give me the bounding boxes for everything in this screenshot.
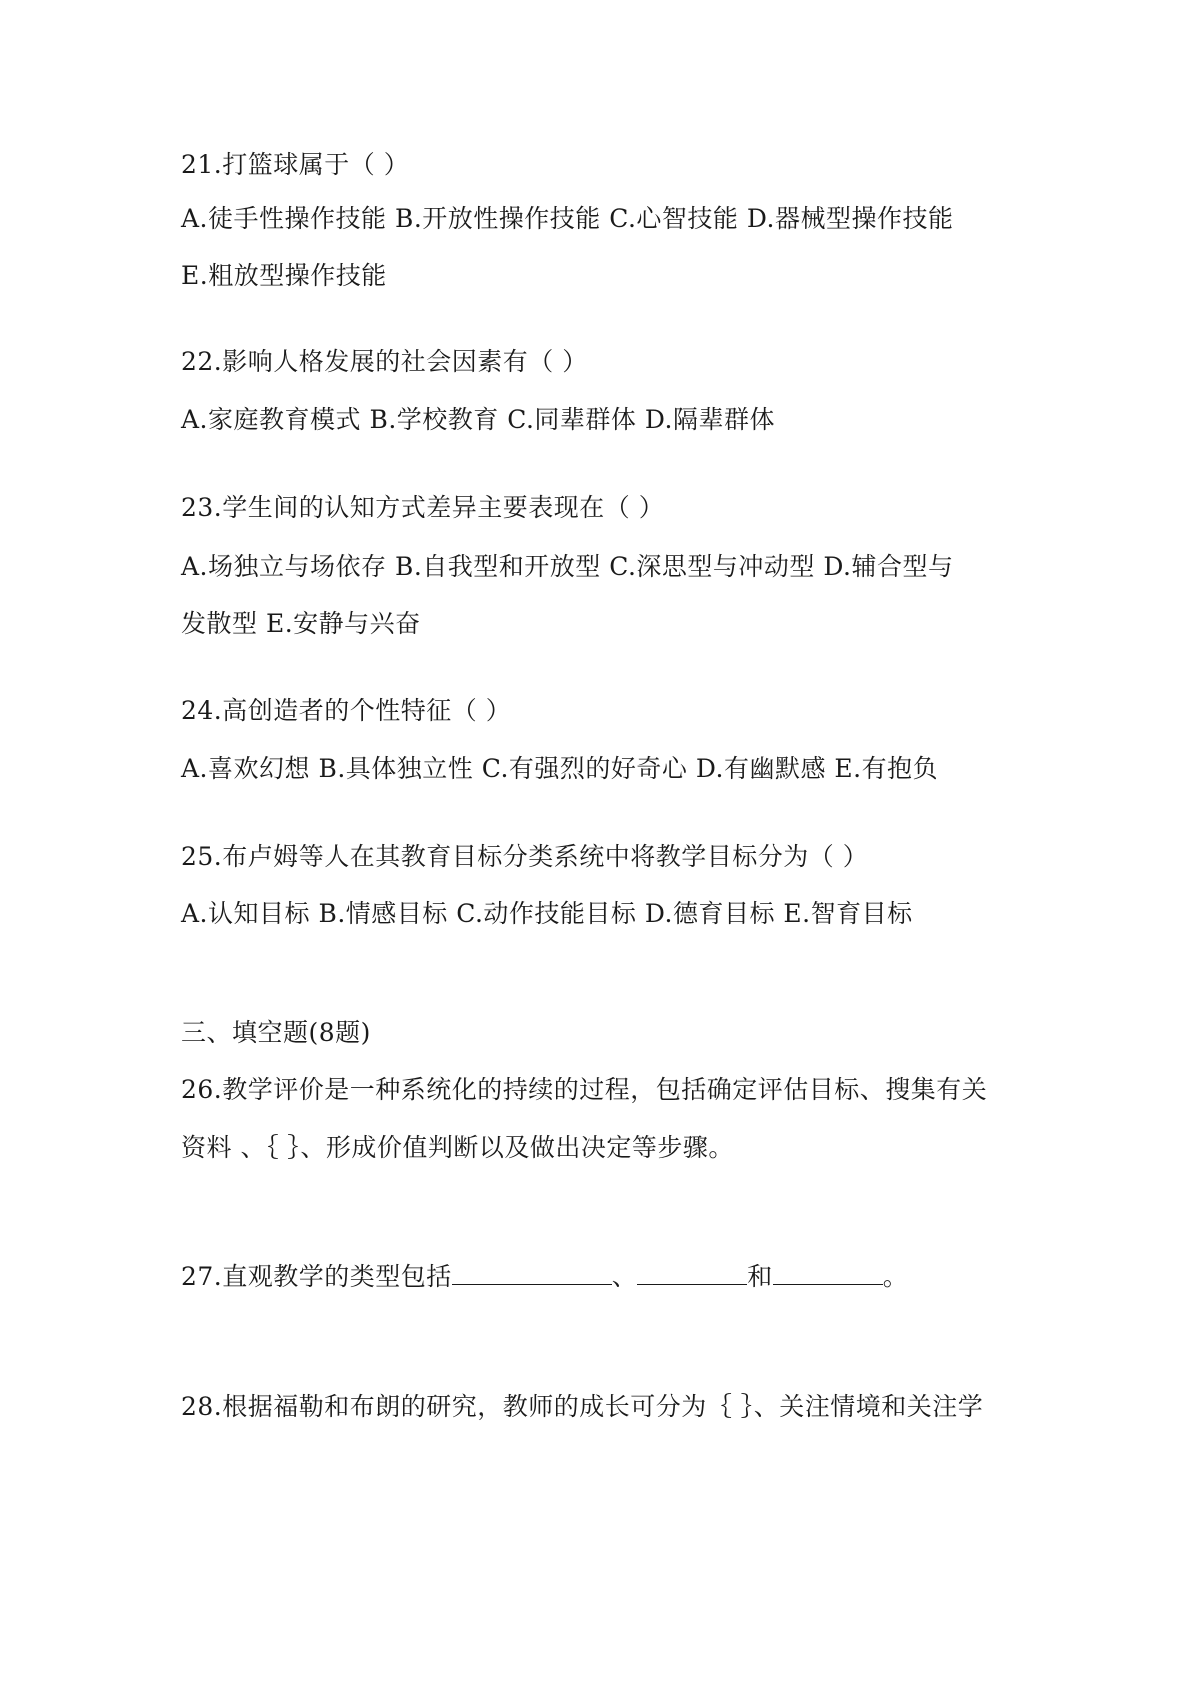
question-27-separator: 、 — [611, 1262, 638, 1291]
question-26-text: 26.教学评价是一种系统化的持续的过程，包括确定评估目标、搜集有关 — [181, 1075, 988, 1104]
question-27-conjunction: 和 — [747, 1262, 773, 1291]
question-24-stem: 24.高创造者的个性特征（ ） — [181, 696, 512, 725]
answer-blank-3 — [773, 1260, 883, 1285]
question-28-text: 28.根据福勒和布朗的研究，教师的成长可分为｛ ｝、关注情境和关注学 — [181, 1392, 984, 1421]
question-22-stem: 22.影响人格发展的社会因素有（ ） — [181, 347, 588, 376]
answer-blank-2 — [637, 1260, 747, 1285]
question-24-options: A.喜欢幻想 B.具体独立性 C.有强烈的好奇心 D.有幽默感 E.有抱负 — [181, 754, 939, 783]
question-25-options: A.认知目标 B.情感目标 C.动作技能目标 D.德育目标 E.智育目标 — [181, 899, 913, 928]
answer-blank-1 — [452, 1260, 612, 1285]
question-21-stem: 21.打篮球属于（ ） — [181, 150, 410, 179]
question-27-end: 。 — [882, 1262, 909, 1291]
question-27-prefix: 27.直观教学的类型包括 — [181, 1262, 452, 1291]
question-21-options: A.徒手性操作技能 B.开放性操作技能 C.心智技能 D.器械型操作技能 — [181, 204, 954, 233]
question-21-options-cont: E.粗放型操作技能 — [181, 261, 387, 290]
question-25-stem: 25.布卢姆等人在其教育目标分类系统中将教学目标分为（ ） — [181, 842, 869, 871]
question-22-options: A.家庭教育模式 B.学校教育 C.同辈群体 D.隔辈群体 — [181, 405, 775, 434]
section-3-heading: 三、填空题(8题) — [181, 1018, 371, 1047]
question-27-text — [181, 1259, 908, 1295]
question-23-options-cont: 发散型 E.安静与兴奋 — [181, 609, 421, 638]
question-23-options: A.场独立与场依存 B.自我型和开放型 C.深思型与冲动型 D.辅合型与 — [181, 552, 954, 581]
question-26-text-cont: 资料 、｛ ｝、形成价值判断以及做出决定等步骤。 — [181, 1133, 734, 1162]
question-23-stem: 23.学生间的认知方式差异主要表现在（ ） — [181, 493, 665, 522]
